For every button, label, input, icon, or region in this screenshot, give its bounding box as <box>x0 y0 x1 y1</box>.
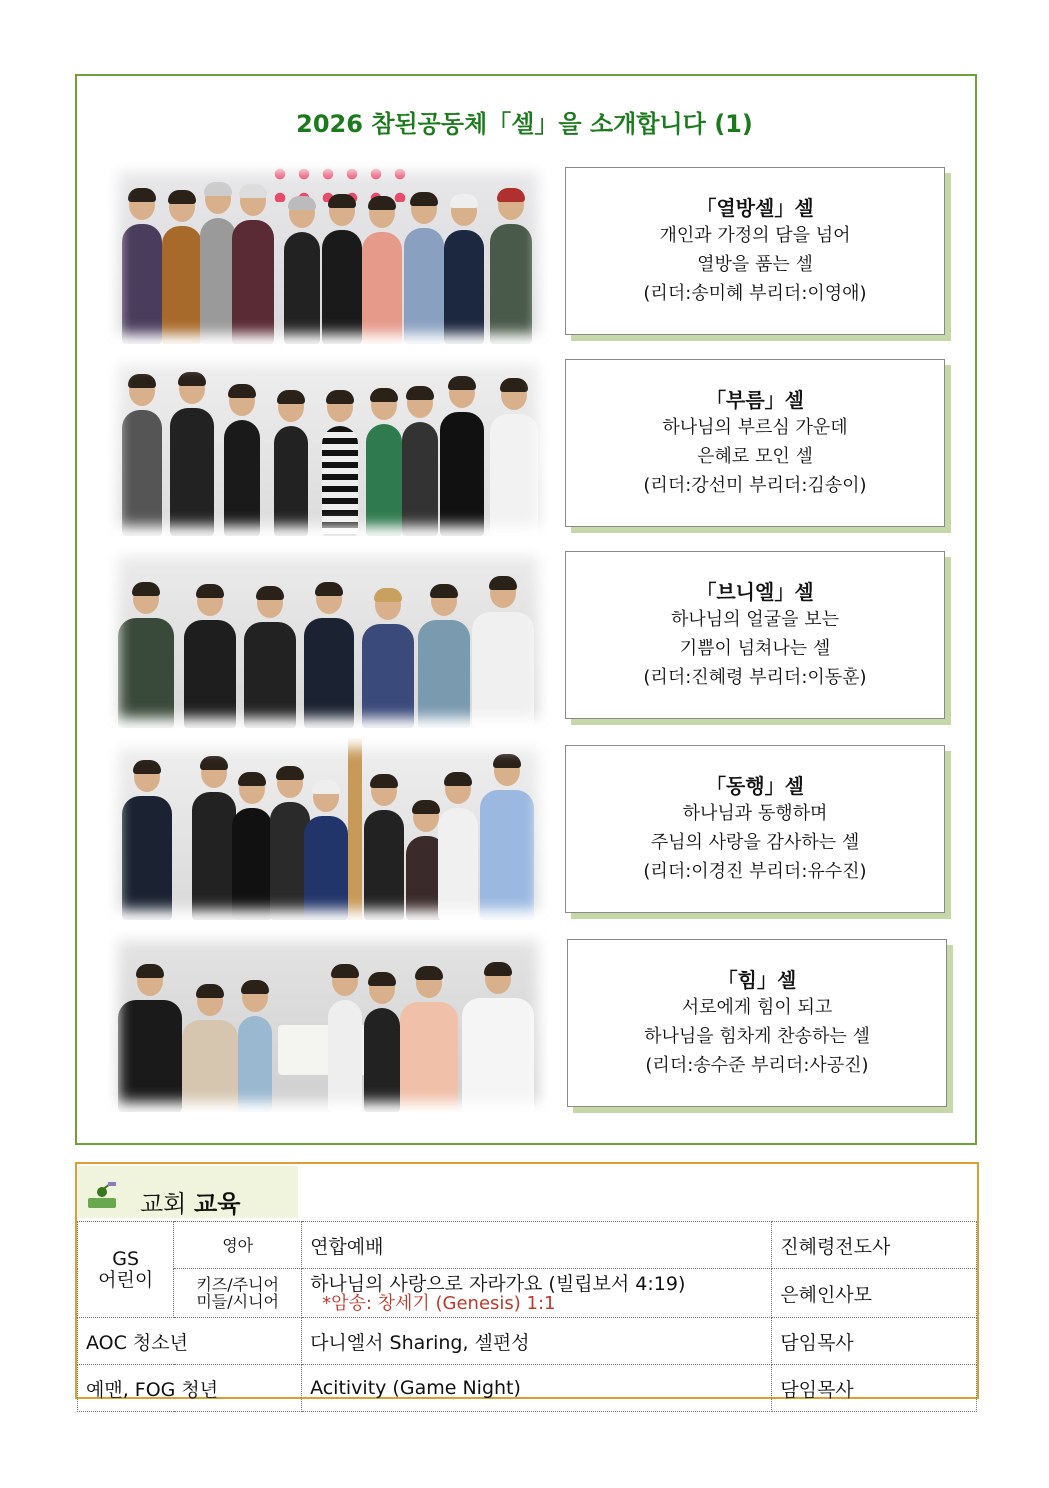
program: Acitivity (Game Night) <box>302 1365 772 1412</box>
cell-name: 「열방셀」셀 <box>696 196 814 220</box>
teacher: 은혜인사모 <box>772 1269 977 1318</box>
cell-card-5 <box>567 939 947 1107</box>
cell-desc: 열방을 품는 셀 <box>697 254 813 275</box>
cell-desc: 하나님과 동행하며 <box>682 803 828 824</box>
group: AOC 청소년 <box>78 1318 302 1365</box>
teacher: 담임목사 <box>772 1365 977 1412</box>
cell-desc: 서로에게 힘이 되고 <box>681 997 833 1018</box>
cell-card-3 <box>565 551 945 719</box>
cell-leaders: (리더:송수준 부리더:사공진) <box>645 1055 869 1076</box>
table-row <box>78 1222 977 1269</box>
program-cell <box>302 1269 772 1318</box>
subgroup: 영아 <box>174 1222 302 1269</box>
table-row <box>78 1365 977 1412</box>
teacher: 진혜령전도사 <box>772 1222 977 1269</box>
page-title: 2026 참된공동체「셀」을 소개합니다 (1) <box>296 110 753 138</box>
cell-photo-2 <box>108 354 548 536</box>
cell-card-4 <box>565 745 945 913</box>
cell-desc: 기쁨이 넘쳐나는 셀 <box>679 638 831 659</box>
group-gs: GS 어린이 <box>78 1222 174 1318</box>
cell-name: 「브니엘」셀 <box>696 580 814 604</box>
program: 연합예배 <box>302 1222 772 1269</box>
cell-name: 「부름」셀 <box>706 388 804 412</box>
program: 다니엘서 Sharing, 셀편성 <box>302 1318 772 1365</box>
cell-name: 「동행」셀 <box>706 774 804 798</box>
cell-desc: 개인과 가정의 담을 넘어 <box>659 225 851 246</box>
cell-photo-1 <box>108 162 548 344</box>
education-heading <box>78 1166 298 1218</box>
education-table <box>77 1221 977 1412</box>
cell-leaders: (리더:이경진 부리더:유수진) <box>643 861 867 882</box>
education-heading-text: 교회 교육 <box>140 1190 241 1218</box>
cell-desc: 주님의 사랑을 감사하는 셀 <box>650 832 860 853</box>
cell-desc: 하나님의 부르심 가운데 <box>662 417 848 438</box>
cell-name: 「힘」셀 <box>717 968 797 992</box>
cell-card-2 <box>565 359 945 527</box>
cell-leaders: (리더:진혜령 부리더:이동훈) <box>643 667 867 688</box>
memory-verse: *암송: 창세기 (Genesis) 1:1 <box>322 1293 556 1314</box>
cell-card-1 <box>565 167 945 335</box>
cell-leaders: (리더:송미혜 부리더:이영애) <box>643 283 867 304</box>
cell-photo-4 <box>108 738 548 920</box>
cell-photo-5 <box>108 930 548 1112</box>
program: 하나님의 사랑으로 자라가요 (빌립보서 4:19) <box>310 1273 686 1295</box>
group: 예맨, FOG 청년 <box>78 1365 302 1412</box>
cell-photo-3 <box>108 546 548 728</box>
plant-icon <box>84 1180 120 1210</box>
subgroup: 키즈/주니어 미들/시니어 <box>174 1269 302 1318</box>
cell-desc: 하나님의 얼굴을 보는 <box>671 609 839 630</box>
table-row <box>78 1269 977 1318</box>
teacher: 담임목사 <box>772 1318 977 1365</box>
cell-desc: 하나님을 힘차게 찬송하는 셀 <box>644 1026 870 1047</box>
cell-desc: 은혜로 모인 셀 <box>697 446 813 467</box>
cell-leaders: (리더:강선미 부리더:김송이) <box>643 475 867 496</box>
table-row <box>78 1318 977 1365</box>
